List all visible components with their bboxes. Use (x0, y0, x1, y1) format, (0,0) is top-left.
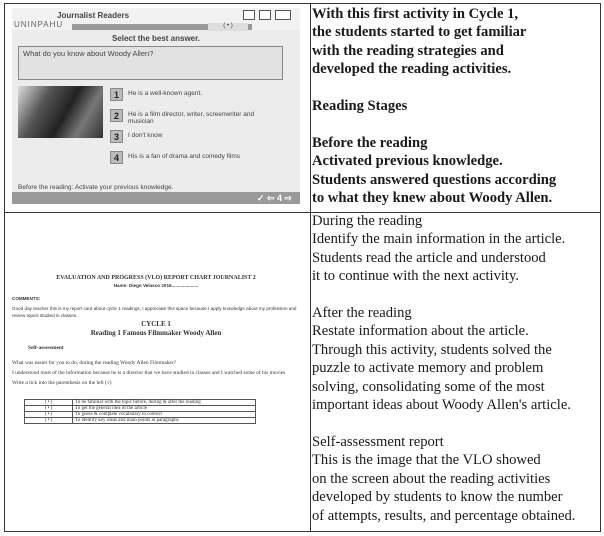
window-icon[interactable] (275, 10, 291, 20)
comments-label: COMMENTS: (12, 296, 41, 301)
woody-allen-photo (18, 86, 103, 138)
comments: Good day teacher this is my report card about cycle 1 readings, I appreciate this space because I apply knowledge about my profession and review topics studied in classes. (12, 306, 297, 318)
app-title: Journalist Readers (57, 11, 130, 20)
footer-text: Before the reading: Activate your previous knowledge. (18, 184, 174, 191)
report-image (12, 275, 300, 424)
tick-text: To get the general idea of the article (73, 406, 256, 412)
self-assessment: Self-assessment (28, 345, 64, 351)
cycle: CYCLE 1 (141, 320, 171, 328)
option-1[interactable] (110, 88, 278, 101)
option-text: He is a well-known agent. (128, 90, 203, 97)
question-box: What do you know about Woody Allen? (18, 46, 283, 80)
option-number: 2 (110, 109, 123, 122)
book-icon[interactable] (243, 10, 255, 20)
report-instruction: Write a tick into the parenthesis on the left (√) (12, 380, 112, 386)
option-4[interactable] (110, 151, 278, 164)
tick-mark: ( • ) (25, 412, 73, 418)
counter: ( • ) (208, 23, 248, 31)
column-divider (310, 4, 311, 531)
option-number: 3 (110, 130, 123, 143)
description-top: With this first activity in Cycle 1, the students started to get familiar with the reading strategies and developed the reading activities. Reading Stages Before the reading Activated previous knowledge. Students answered questions according to what they knew about Woody Allen. (312, 6, 557, 207)
tools-icon[interactable] (259, 10, 271, 20)
tick-text: To be familiar with the topic before, during & after the reading (73, 400, 256, 406)
navigation-bar[interactable]: ✓ ⇦ 4 ⇨ (12, 192, 300, 204)
tick-mark: ( • ) (25, 406, 73, 412)
vlo-screenshot (12, 8, 300, 204)
table-row (25, 418, 256, 424)
app-header (12, 8, 300, 30)
tick-table (24, 399, 256, 424)
logo: UNINPAHU (14, 20, 64, 29)
report-name: Name: Diego Velasco 2016..................... (113, 283, 199, 288)
option-2[interactable] (110, 109, 278, 125)
tick-text: To identify key ideas and main points in paragraphs (73, 418, 256, 424)
option-3[interactable] (110, 130, 278, 143)
option-number: 4 (110, 151, 123, 164)
report-title: EVALUATION AND PROGRESS (VLO) REPORT CHART JOURNALIST 2 (56, 275, 256, 281)
option-text: His is a fan of drama and comedy films (128, 153, 240, 160)
report-answer: I understood most of the information because he is a director that we have studied in classes and I watched some of his movies (12, 370, 286, 376)
tick-text: To guess & complete vocabulary in context (73, 412, 256, 418)
option-text: I don't know (128, 132, 163, 139)
instruction: Select the best answer. (111, 34, 201, 43)
report-question: What was easier for you to do, during the reading Woody Allen Filmmaker? (12, 360, 176, 366)
reading-title: Reading 1 Famous Filmmaker Woody Allen (90, 329, 222, 337)
description-bottom: During the reading Identify the main information in the article. Students read the article and understood it to continue with the next activity. After the reading Restate information about the article. Through this activity, students solved the puzzle to activate memory and problem solving, consolidating some of the most important ideas about Woody Allen's article. Self-assessment report This is the image that the VLO showed on the screen about the reading activities developed by students to know the number of attempts, results, and percentage obtained. (312, 213, 576, 524)
option-number: 1 (110, 88, 123, 101)
option-text: He is a film director, writer, screenwriter and musician (128, 111, 255, 125)
tick-mark: ( • ) (25, 400, 73, 406)
tick-mark: ( • ) (25, 418, 73, 424)
